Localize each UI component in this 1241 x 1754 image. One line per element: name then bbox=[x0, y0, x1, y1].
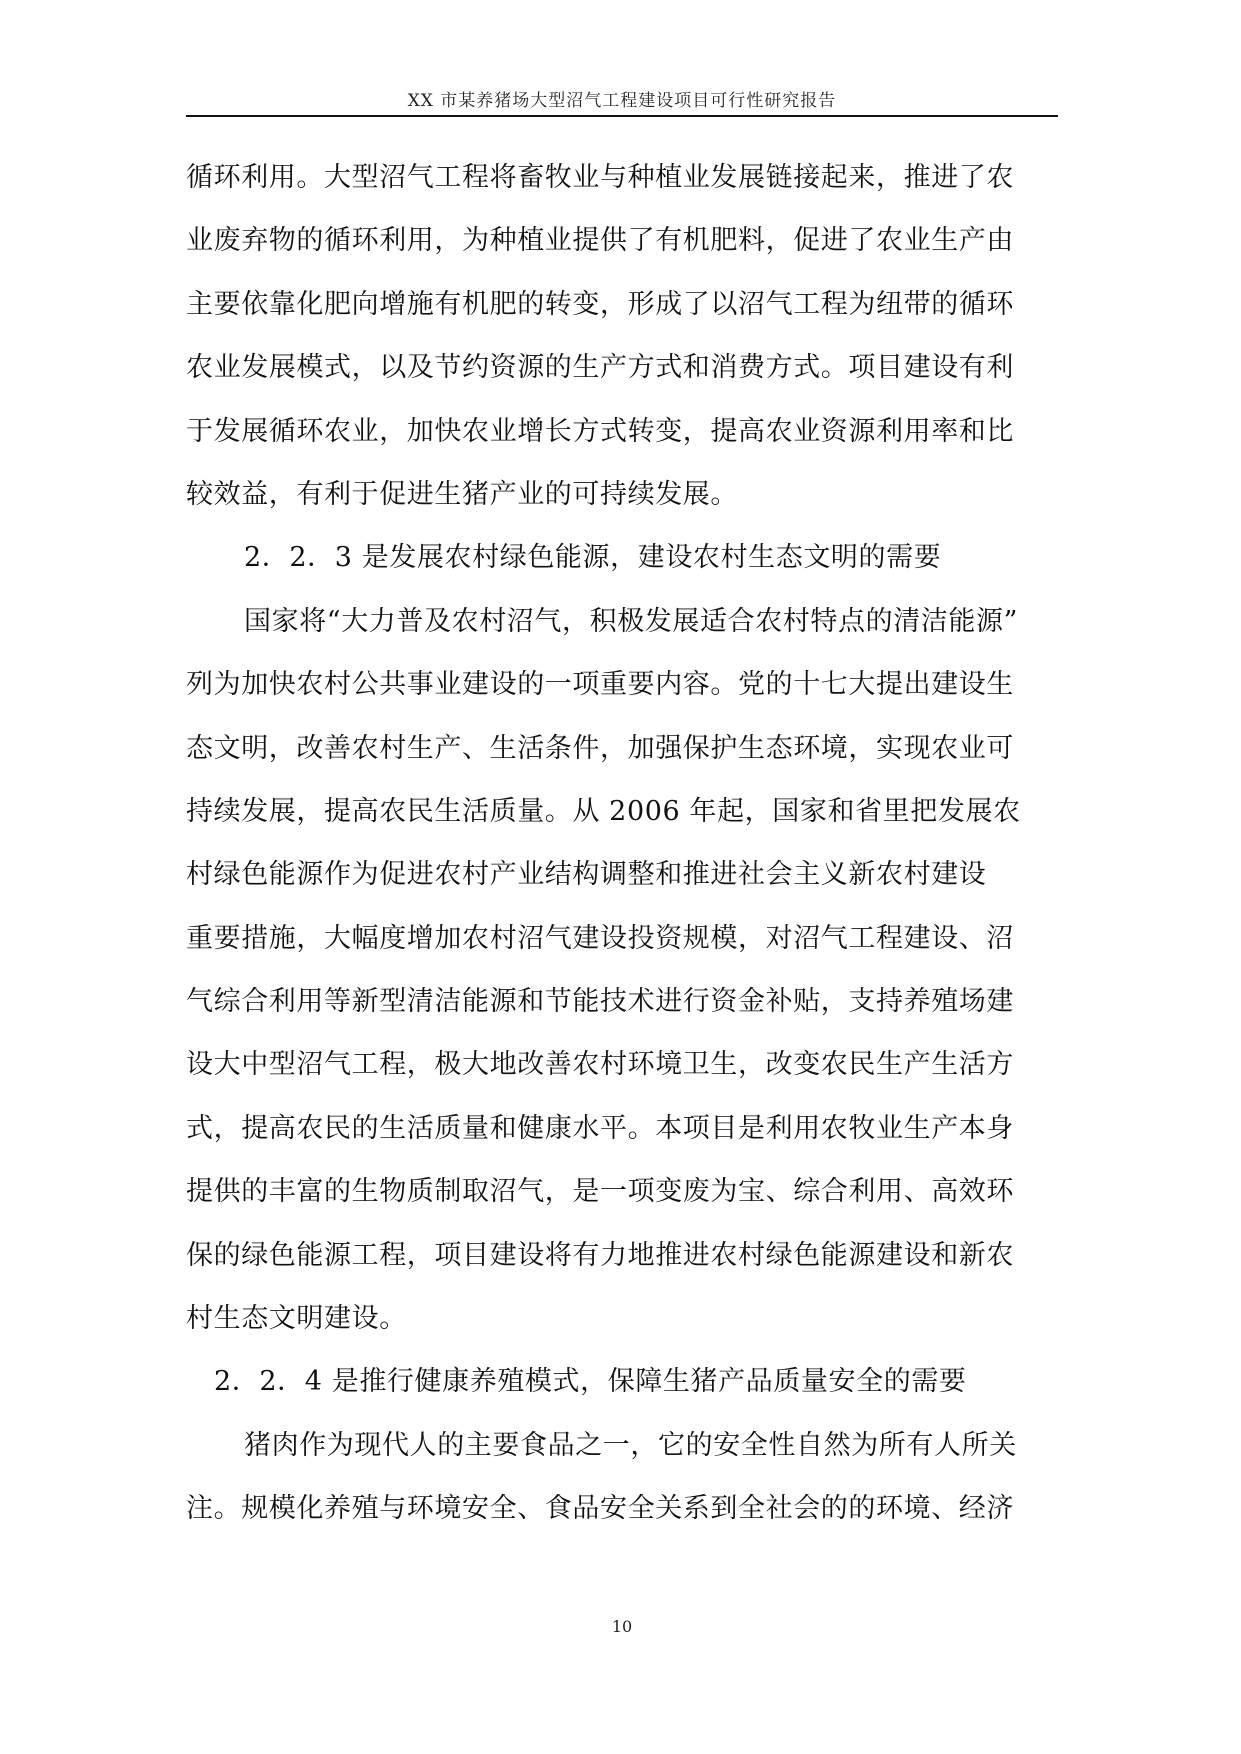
section-heading-2-2-4: 2．2．4 是推行健康养殖模式，保障生猪产品质量安全的需要 bbox=[214, 1366, 967, 1398]
paragraph-line: 持续发展，提高农民生活质量。从 2006 年起，国家和省里把发展农 bbox=[186, 795, 1021, 827]
page-header-title: XX 市某养猪场大型沼气工程建设项目可行性研究报告 bbox=[407, 91, 837, 111]
paragraph-line: 注。规模化养殖与环境安全、食品安全关系到全社会的的环境、经济 bbox=[186, 1493, 1014, 1525]
paragraph-line: 保的绿色能源工程，项目建设将有力地推进农村绿色能源建设和新农 bbox=[186, 1239, 1014, 1271]
paragraph-line: 主要依靠化肥向增施有机肥的转变，形成了以沼气工程为纽带的循环 bbox=[186, 288, 1014, 320]
paragraph-line: 提供的丰富的生物质制取沼气，是一项变废为宝、综合利用、高效环 bbox=[186, 1176, 1014, 1208]
paragraph-line: 国家将“大力普及农村沼气，积极发展适合农村特点的清洁能源” bbox=[244, 605, 1019, 637]
paragraph-line: 气综合利用等新型清洁能源和节能技术进行资金补贴，支持养殖场建 bbox=[186, 986, 1014, 1018]
paragraph-line: 于发展循环农业，加快农业增长方式转变，提高农业资源利用率和比 bbox=[186, 415, 1014, 447]
section-heading-2-2-3: 2．2．3 是发展农村绿色能源，建设农村生态文明的需要 bbox=[244, 542, 942, 574]
paragraph-line: 态文明，改善农村生产、生活条件，加强保护生态环境，实现农业可 bbox=[186, 732, 1014, 764]
paragraph-line: 式，提高农民的生活质量和健康水平。本项目是利用农牧业生产本身 bbox=[186, 1112, 1014, 1144]
paragraph-line: 村生态文明建设。 bbox=[186, 1303, 407, 1335]
body-text bbox=[186, 146, 1066, 1541]
paragraph-line: 业废弃物的循环利用，为种植业提供了有机肥料，促进了农业生产由 bbox=[186, 225, 1014, 257]
paragraph-line: 设大中型沼气工程，极大地改善农村环境卫生，改变农民生产生活方 bbox=[186, 1049, 1014, 1081]
paragraph-line: 列为加快农村公共事业建设的一项重要内容。党的十七大提出建设生 bbox=[186, 669, 1014, 701]
paragraph-line: 循环利用。大型沼气工程将畜牧业与种植业发展链接起来，推进了农 bbox=[186, 162, 1014, 193]
paragraph-line: 村绿色能源作为促进农村产业结构调整和推进社会主义新农村建设 bbox=[186, 859, 987, 891]
paragraph-line: 农业发展模式，以及节约资源的生产方式和消费方式。项目建设有利 bbox=[186, 352, 1014, 384]
paragraph-line: 猪肉作为现代人的主要食品之一，它的安全性自然为所有人所关 bbox=[244, 1429, 1017, 1461]
paragraph-line: 重要措施，大幅度增加农村沼气建设投资规模，对沼气工程建设、沼 bbox=[186, 922, 1014, 954]
paragraph-line: 较效益，有利于促进生猪产业的可持续发展。 bbox=[186, 478, 738, 510]
page-number: 10 bbox=[611, 1617, 633, 1636]
header-divider bbox=[186, 115, 1058, 117]
